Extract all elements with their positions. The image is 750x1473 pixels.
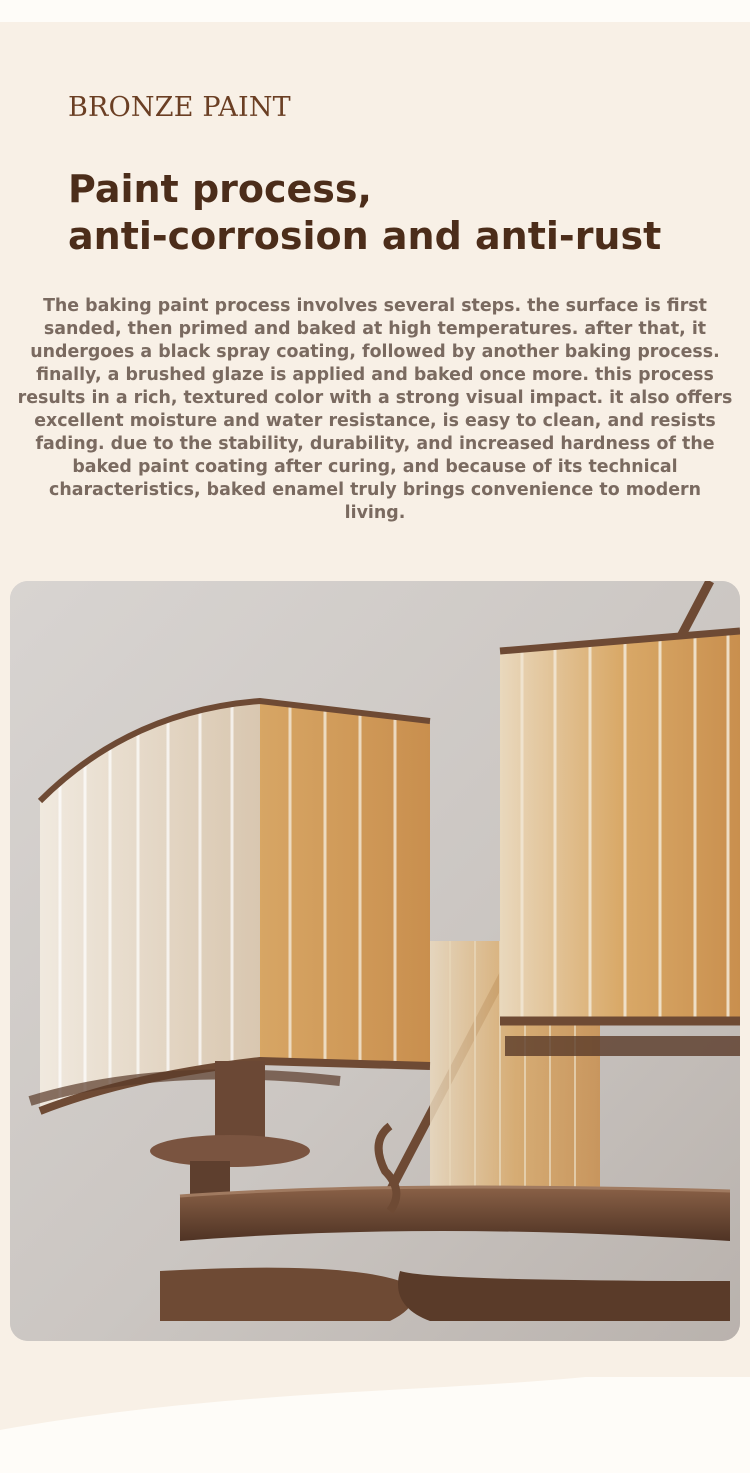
process-description: The baking paint process involves several steps. the surface is first sanded, then primed and baked at high temperatures. after that, it undergoes a black spray coating, followed by another baking process. finally, a brushed glaze is applied and baked once more. this process results in a rich, textured color with a strong visual impact. it also offers excellent moisture and water resistance, is easy to clean, and resists fading. due to the stability, durability, and increased hardness of the baked paint coating after curing, and because of its technical characteristics, baked enamel truly brings convenience to modern living. (17, 296, 733, 523)
left-crystal-shade (30, 701, 430, 1111)
section-title-line-2: anti-corrosion and anti-rust (68, 214, 662, 258)
section-kicker: BRONZE PAINT (68, 92, 291, 123)
chandelier-photo (10, 581, 740, 1341)
section-title (68, 166, 661, 260)
chandelier-illustration (10, 581, 740, 1341)
section-title-line-1: Paint process, (68, 167, 372, 211)
right-crystal-shade (500, 631, 740, 1056)
